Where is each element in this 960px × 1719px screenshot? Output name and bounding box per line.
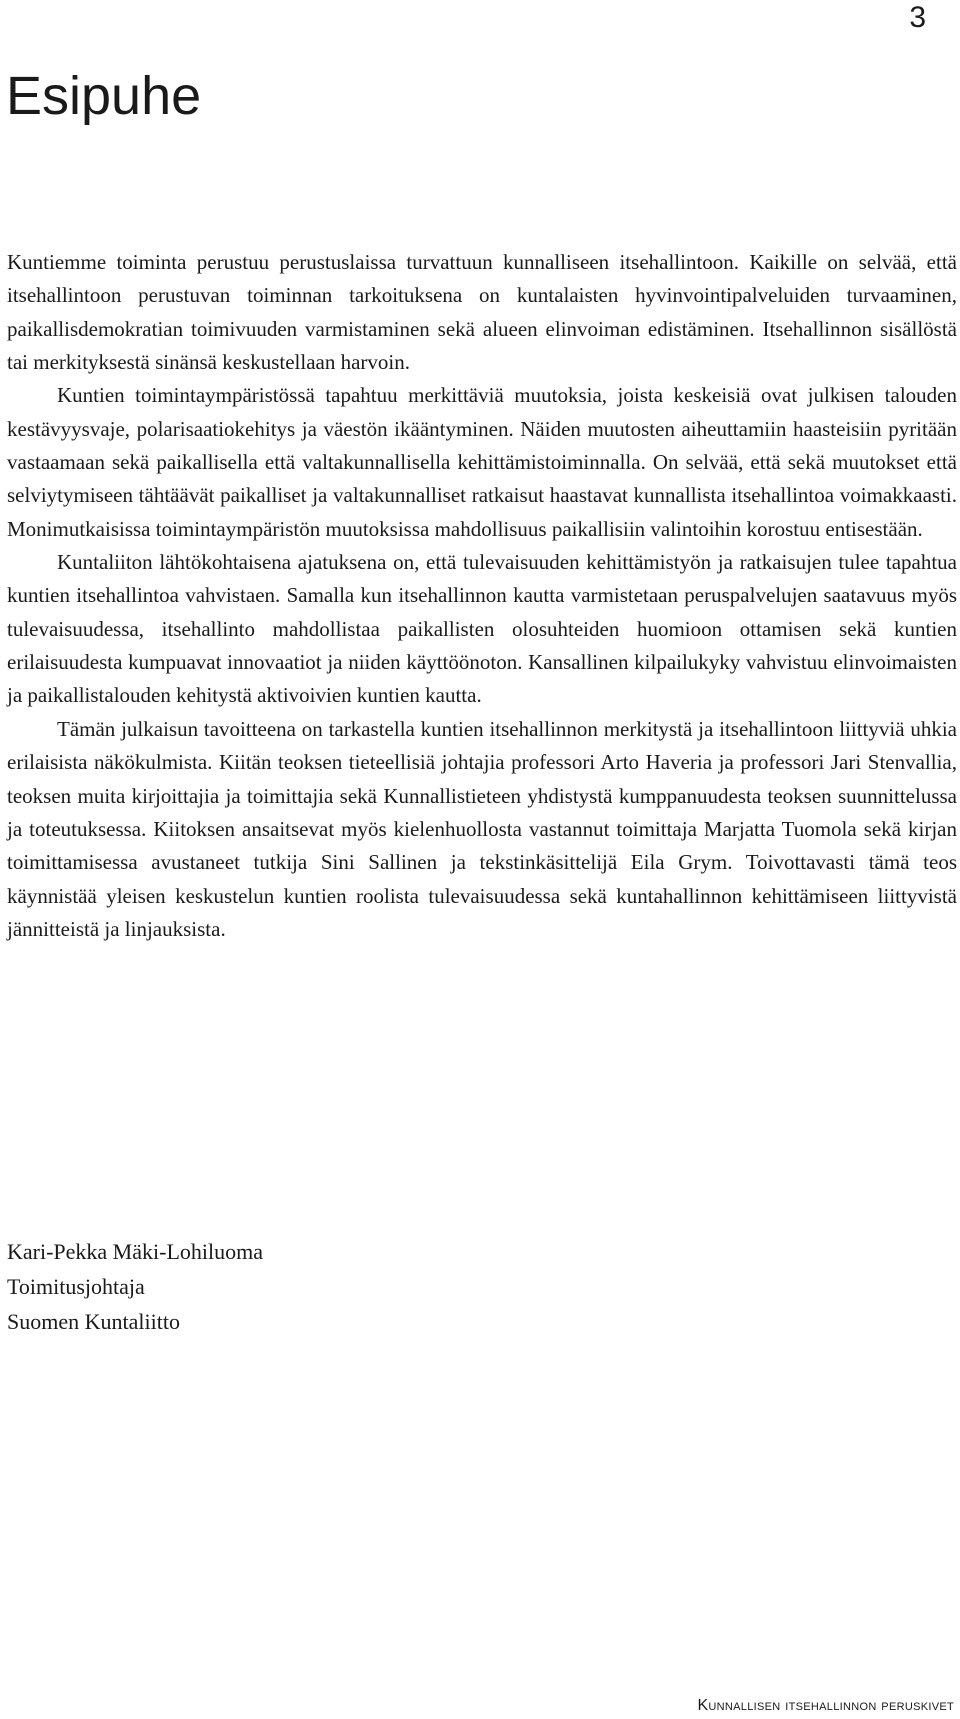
signature-name: Kari-Pekka Mäki-Lohiluoma [7, 1239, 263, 1264]
preface-body [7, 246, 957, 946]
paragraph-3: Kuntaliiton lähtökohtaisena ajatuksena on, että tulevaisuuden kehittämistyön ja ratkaisujen tulee tapahtua kuntien itsehallintoa vahvistaen. Samalla kun itsehallinnon kautta varmistetaan peruspalvelujen saatavuus myös tulevaisuudessa, itsehallinto mahdollistaa paikallisten olosuhteiden huomioon ottamisen sekä kuntien erilaisuudesta kumpuavat innovaatiot ja niiden käyttöönoton. Kansallinen kilpailukyky vahvistuu elinvoimaisten ja paikallistalouden kehitystä aktivoivien kuntien kautta. [7, 550, 957, 708]
page-title: Esipuhe [6, 66, 202, 126]
paragraph-2: Kuntien toimintaympäristössä tapahtuu merkittäviä muutoksia, joista keskeisiä ovat julkisen talouden kestävyysvaje, polarisaatiokehitys ja väestön ikääntyminen. Näiden muutosten aiheuttamiin haasteisiin pyritään vastaamaan sekä paikallisella että valtakunnallisella kehittämistoiminnalla. On selvää, että sekä muutokset että selviytymiseen tähtäävät paikalliset ja valtakunnalliset ratkaisut haastavat kunnallista itsehallintoa voimakkaasti. Monimutkaisissa toimintaympäristön muutoksissa mahdollisuus paikallisiin valintoihin korostuu entisestään. [7, 383, 957, 541]
page-number: 3 [909, 1, 926, 34]
signature-block [7, 1234, 263, 1339]
running-footer: Kunnallisen itsehallinnon peruskivet [697, 1697, 954, 1714]
paragraph-4: Tämän julkaisun tavoitteena on tarkastella kuntien itsehallinnon merkitystä ja itsehallintoon liittyviä uhkia erilaisista näkökulmista. Kiitän teoksen tieteellisiä johtajia professori Arto Haveria ja professori Jari Stenvallia, teoksen muita kirjoittajia ja toimittajia sekä Kunnallistieteen yhdistystä kumppanuudesta teoksen suunnittelussa ja toteutuksessa. Kiitoksen ansaitsevat myös kielenhuollosta vastannut toimittaja Marjatta Tuomola sekä kirjan toimittamisessa avustaneet tutkija Sini Sallinen ja tekstinkäsittelijä Eila Grym. Toivottavasti tämä teos käynnistää yleisen keskustelun kuntien roolista tulevaisuudessa sekä kuntahallinnon kehittämiseen liittyvistä jännitteistä ja linjauksista. [7, 716, 957, 941]
signature-role: Toimitusjohtaja [7, 1274, 145, 1299]
signature-organization: Suomen Kuntaliitto [7, 1309, 180, 1334]
paragraph-1: Kuntiemme toiminta perustuu perustuslaissa turvattuun kunnalliseen itsehallintoon. Kaikille on selvää, että itsehallintoon perustuvan toiminnan tarkoituksena on kuntalaisten hyvinvointipalveluiden turvaaminen, paikallisdemokratian toimivuuden varmistaminen sekä alueen elinvoiman edistäminen. Itsehallinnon sisällöstä tai merkityksestä sinänsä keskustellaan harvoin. [7, 250, 957, 375]
